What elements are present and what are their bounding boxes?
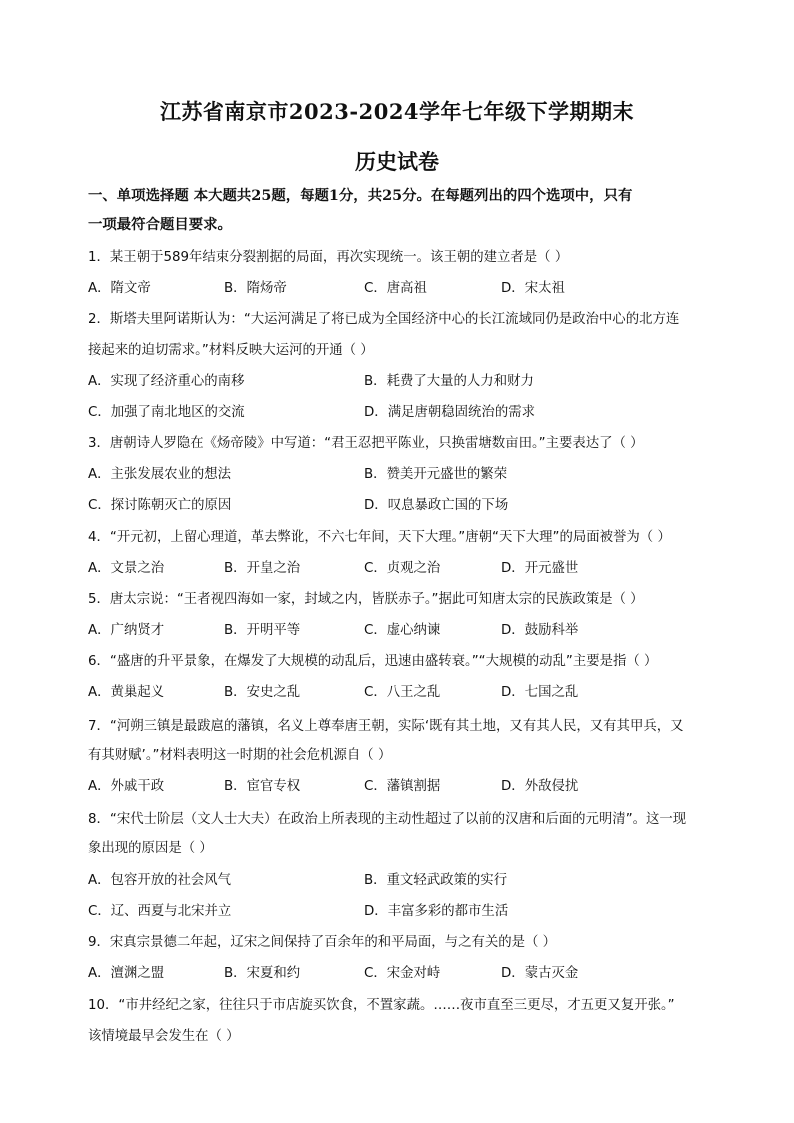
question-4-option-d: D．开元盛世 (501, 561, 579, 576)
question-5-stem: 5．唐太宗说：“王者视四海如一家，封域之内，皆朕赤子。”据此可知唐太宗的民族政策是（ ） (88, 592, 644, 607)
question-1-option-d: D．宋太祖 (501, 281, 565, 296)
question-9-option-d: D．蒙古灭金 (501, 966, 579, 981)
question-9-option-c: C．宋金对峙 (364, 966, 441, 981)
question-10-stem-line-2: 该情境最早会发生在（ ） (88, 1029, 240, 1044)
page-title: 江苏省南京市2023-2024学年七年级下学期期末 (159, 99, 635, 124)
page-subtitle: 历史试卷 (355, 149, 439, 174)
question-3-option-a: A．主张发展农业的想法 (88, 467, 232, 482)
question-4-option-c: C．贞观之治 (364, 561, 441, 576)
question-1-option-a: A．隋文帝 (88, 281, 151, 296)
question-7-stem-line-2: 有其财赋’。”材料表明这一时期的社会危机源自（ ） (88, 748, 392, 763)
question-2-option-a: A．实现了经济重心的南移 (88, 374, 245, 389)
question-3-option-c: C．探讨陈朝灭亡的原因 (88, 498, 232, 513)
question-1-option-c: C．唐高祖 (364, 281, 427, 296)
question-5-option-b: B．开明平等 (224, 623, 301, 638)
question-9-option-a: A．澶渊之盟 (88, 966, 165, 981)
question-5-option-a: A．广纳贤才 (88, 623, 165, 638)
question-6-option-a: A．黄巢起义 (88, 685, 165, 700)
question-4-stem: 4．“开元初，上留心理道，革去弊讹，不六七年间，天下大理。”唐朝“天下大理”的局面被誉为（ ） (88, 530, 671, 545)
question-2-option-d: D．满足唐朝稳固统治的需求 (364, 405, 535, 420)
question-2-option-b: B．耗费了大量的人力和财力 (364, 374, 534, 389)
question-10-stem-line-1: 10．“市井经纪之家，往往只于市店旋买饮食，不置家蔬。……夜市直至三更尽，才五更又复开张。” (88, 998, 675, 1013)
question-9-stem: 9．宋真宗景德二年起，辽宋之间保持了百余年的和平局面，与之有关的是（ ） (88, 935, 557, 950)
question-1-option-b: B．隋炀帝 (224, 281, 287, 296)
question-7-option-b: B．宦官专权 (224, 779, 301, 794)
question-3-stem: 3．唐朝诗人罗隐在《炀帝陵》中写道：“君王忍把平陈业，只换雷塘数亩田。”主要表达了（ ） (88, 436, 644, 451)
question-4-option-a: A．文景之治 (88, 561, 165, 576)
question-8-stem-line-1: 8．“宋代士阶层（文人士大夫）在政治上所表现的主动性超过了以前的汉唐和后面的元明清”。这一现 (88, 812, 687, 827)
question-6-option-b: B．安史之乱 (224, 685, 301, 700)
question-6-stem: 6．“盛唐的升平景象，在爆发了大规模的动乱后，迅速由盛转衰。”“大规模的动乱”主要是指（ ） (88, 654, 658, 669)
question-1-stem: 1．某王朝于589年结束分裂割据的局面，再次实现统一。该王朝的建立者是（ ） (88, 250, 569, 265)
question-5-option-d: D．鼓励科举 (501, 623, 579, 638)
question-2-option-c: C．加强了南北地区的交流 (88, 405, 245, 420)
question-8-option-c: C．辽、西夏与北宋并立 (88, 904, 232, 919)
question-8-stem-line-2: 象出现的原因是（ ） (88, 841, 213, 856)
question-6-option-c: C．八王之乱 (364, 685, 441, 700)
question-6-option-d: D．七国之乱 (501, 685, 579, 700)
question-3-option-d: D．叹息暴政亡国的下场 (364, 498, 509, 513)
section-heading-line-1: 一、单项选择题 本大题共25题，每题1分，共25分。在每题列出的四个选项中，只有 (88, 187, 633, 204)
question-7-stem-line-1: 7．“河朔三镇是最跋扈的藩镇，名义上尊奉唐王朝，实际‘既有其土地，又有其人民，又有其甲兵，又 (88, 719, 684, 734)
question-3-option-b: B．赞美开元盛世的繁荣 (364, 467, 508, 482)
question-8-option-a: A．包容开放的社会风气 (88, 873, 232, 888)
question-4-option-b: B．开皇之治 (224, 561, 301, 576)
question-8-option-d: D．丰富多彩的都市生活 (364, 904, 509, 919)
question-7-option-d: D．外敌侵扰 (501, 779, 579, 794)
question-8-option-b: B．重文轻武政策的实行 (364, 873, 508, 888)
question-2-stem-line-2: 接起来的迫切需求。”材料反映大运河的开通（ ） (88, 343, 374, 358)
question-7-option-a: A．外戚干政 (88, 779, 165, 794)
question-9-option-b: B．宋夏和约 (224, 966, 301, 981)
question-5-option-c: C．虚心纳谏 (364, 623, 441, 638)
question-2-stem-line-1: 2．斯塔夫里阿诺斯认为：“大运河满足了将已成为全国经济中心的长江流域同仍是政治中心的北方连 (88, 312, 680, 327)
section-heading-line-2: 一项最符合题目要求。 (88, 216, 232, 233)
question-7-option-c: C．藩镇割据 (364, 779, 441, 794)
